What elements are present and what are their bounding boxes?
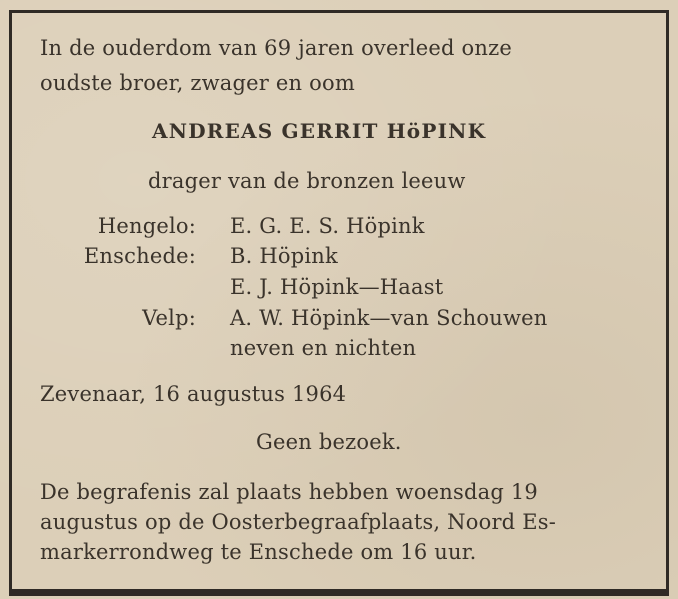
intro-line-2: oudste broer, zwager en oom	[40, 71, 355, 95]
place-and-date: Zevenaar, 16 augustus 1964	[40, 382, 347, 406]
relative-name-velp: A. W. Höpink—van Schouwen	[230, 306, 548, 330]
honor-line: drager van de bronzen leeuw	[148, 169, 466, 193]
funeral-line-1: De begrafenis zal plaats hebben woensdag 19	[40, 480, 538, 504]
relative-name-nephews-nieces: neven en nichten	[230, 336, 417, 360]
relative-place-hengelo: Hengelo:	[97, 214, 196, 238]
relative-place-velp: Velp:	[142, 306, 196, 330]
funeral-line-3: markerrondweg te Enschede om 16 uur.	[40, 540, 477, 564]
relative-place-enschede: Enschede:	[83, 244, 196, 268]
relative-name-hengelo: E. G. E. S. Höpink	[230, 214, 425, 238]
funeral-line-2: augustus op de Oosterbegraafplaats, Noord Es-	[40, 510, 557, 534]
notice-bottom-rule	[9, 592, 669, 596]
relative-name-enschede-2: E. J. Höpink—Haast	[230, 275, 444, 299]
intro-line-1: In de ouderdom van 69 jaren overleed onze	[40, 36, 512, 60]
relative-name-enschede-1: B. Höpink	[230, 244, 338, 268]
deceased-name: ANDREAS GERRIT HöPINK	[152, 119, 487, 143]
no-visit-note: Geen bezoek.	[256, 430, 402, 454]
